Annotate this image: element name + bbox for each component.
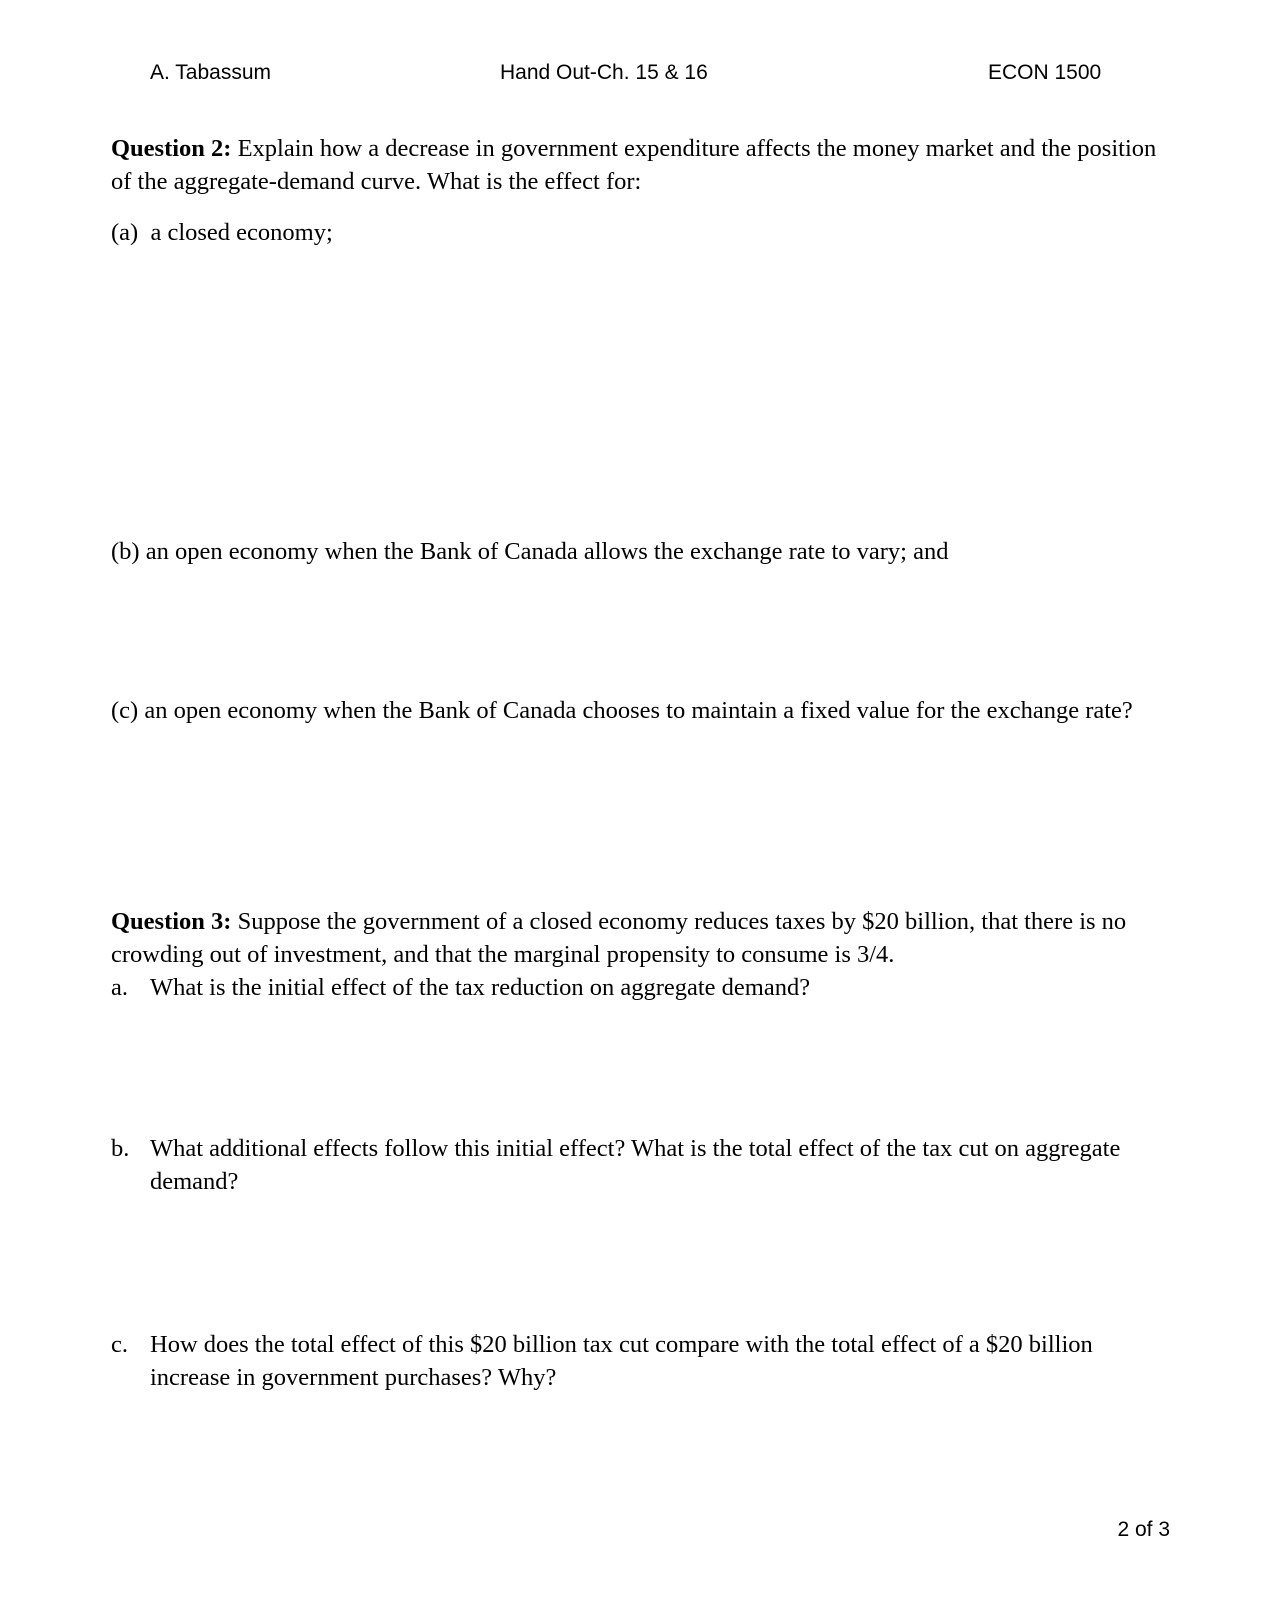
part-marker: c. bbox=[111, 1331, 128, 1358]
header-author: A. Tabassum bbox=[150, 61, 272, 84]
question-2-part-a bbox=[111, 216, 333, 249]
part-marker: a. bbox=[111, 974, 128, 1001]
header-title: Hand Out-Ch. 15 & 16 bbox=[500, 61, 708, 84]
part-marker: (a) bbox=[111, 219, 139, 246]
question-3-label: Question 3: bbox=[111, 908, 232, 935]
part-text: a closed economy; bbox=[150, 219, 333, 246]
page-number: 2 of 3 bbox=[1117, 1518, 1170, 1541]
question-3-prompt bbox=[111, 905, 1171, 971]
part-marker: (b) bbox=[111, 538, 140, 565]
question-3-part-a bbox=[111, 971, 1171, 1004]
part-marker: (c) bbox=[111, 697, 139, 724]
question-3-text: Suppose the government of a closed economy reduces taxes by $20 billion, that there is no crowding out of investment, and that the marginal propensity to consume is 3/4. bbox=[111, 908, 1127, 968]
part-text: an open economy when the Bank of Canada chooses to maintain a fixed value for the exchange rate? bbox=[144, 697, 1133, 724]
question-3-part-b bbox=[111, 1132, 1171, 1198]
part-marker: b. bbox=[111, 1135, 130, 1162]
part-text: What additional effects follow this initial effect? What is the total effect of the tax cut on aggregate demand? bbox=[150, 1135, 1121, 1195]
question-3-part-c bbox=[111, 1328, 1171, 1394]
question-2-text: Explain how a decrease in government expenditure affects the money market and the position of the aggregate-demand curve. What is the effect for: bbox=[111, 135, 1157, 195]
question-2-label: Question 2: bbox=[111, 135, 232, 162]
question-2-part-c bbox=[111, 694, 1133, 727]
header-course: ECON 1500 bbox=[988, 61, 1102, 84]
part-text: an open economy when the Bank of Canada allows the exchange rate to vary; and bbox=[145, 538, 949, 565]
question-2-prompt bbox=[111, 132, 1171, 198]
question-2-part-b bbox=[111, 535, 948, 568]
part-text: What is the initial effect of the tax reduction on aggregate demand? bbox=[150, 974, 811, 1001]
part-text: How does the total effect of this $20 billion tax cut compare with the total effect of a $20 billion increase in government purchases? Why? bbox=[150, 1331, 1093, 1391]
